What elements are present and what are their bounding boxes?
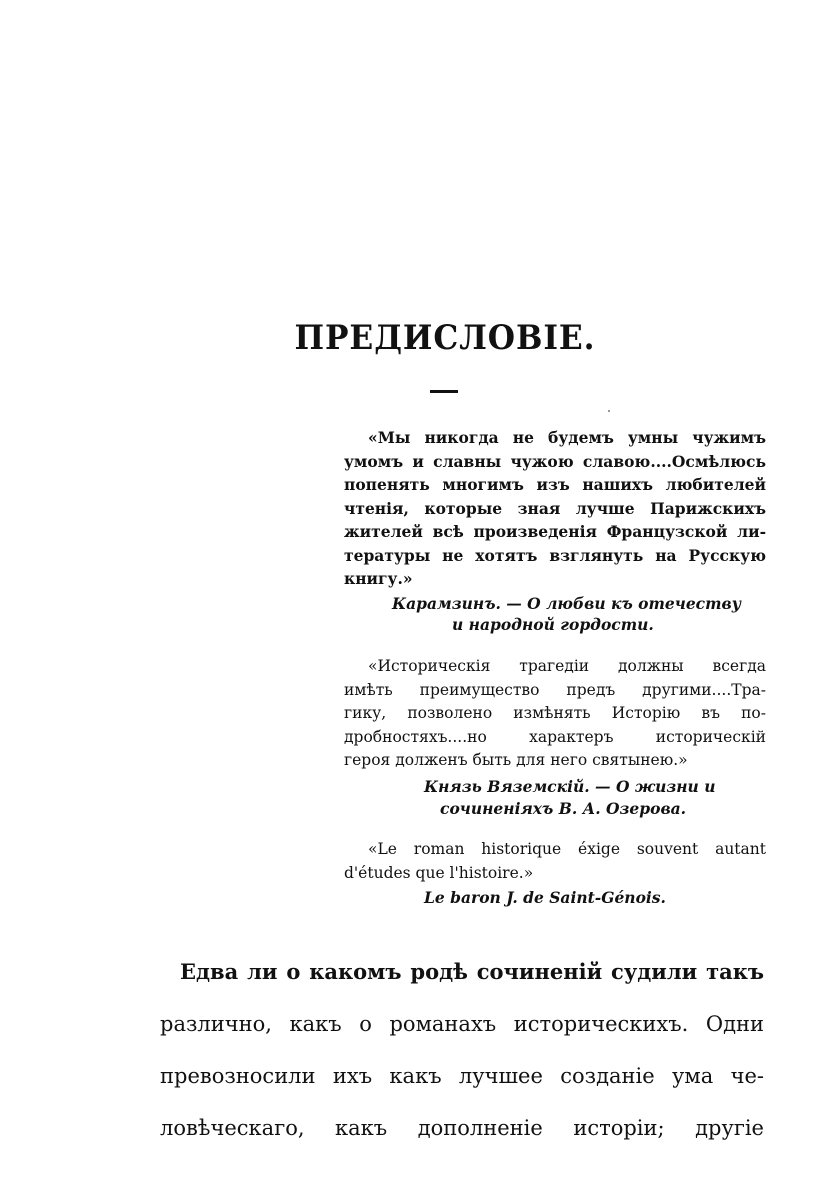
epigraph-attribution: Le baron J. de Saint-Génois. <box>424 888 666 907</box>
epigraph-line: чтенія, которые зная лучше Парижскихъ <box>344 498 766 518</box>
epigraph-vyazemsky <box>344 655 766 773</box>
epigraph-line: тературы не хотятъ взглянуть на Русскую <box>344 545 766 565</box>
epigraph-karamzin <box>344 426 766 591</box>
epigraph-saint-genois <box>344 838 766 885</box>
speck <box>608 410 610 412</box>
epigraph-attribution: Карамзинъ. — О любви къ отечеству <box>392 594 741 613</box>
epigraph-line: дробностяхъ....но характеръ историческій <box>344 727 766 746</box>
body-line: Едва ли о какомъ родѣ сочиненій судили такъ <box>180 959 764 984</box>
epigraph-line: героя долженъ быть для него святынею.» <box>344 751 688 769</box>
epigraph-line: «Историческія трагедіи должны всегда <box>368 657 766 675</box>
epigraph-line: d'études que l'histoire.» <box>344 863 534 882</box>
epigraph-line: «Мы никогда не будемъ умны чужимъ <box>368 428 766 447</box>
page-title: ПРЕДИСЛОВІЕ. <box>294 318 596 358</box>
epigraph-line: гику, позволено измѣнять Исторію въ по- <box>344 704 766 722</box>
epigraph-line: «Le roman historique éxige souvent autant <box>368 840 766 858</box>
body-line: ловѣческаго, какъ дополненіе исторіи; другіе <box>160 1116 764 1140</box>
epigraph-line: попенять многимъ изъ нашихъ любителей <box>344 475 766 494</box>
body-line: превозносили ихъ какъ лучшее созданіе ума че- <box>160 1064 764 1088</box>
epigraph-line: жителей всѣ произведенія Французской ли- <box>344 522 766 541</box>
epigraph-attribution: Князь Вяземскій. — О жизни и <box>424 777 716 796</box>
body-line: различно, какъ о романахъ историческихъ. Одни <box>160 1012 764 1036</box>
epigraph-attribution: и народной гордости. <box>452 615 654 634</box>
epigraph-line: книгу.» <box>344 569 413 588</box>
epigraph-line: имѣть преимущество предъ другими....Тра- <box>344 680 766 699</box>
body-paragraph <box>160 946 764 1154</box>
title-rule <box>430 390 458 393</box>
epigraph-line: умомъ и славны чужою славою....Осмѣлюсь <box>344 451 766 471</box>
epigraph-attribution: сочиненіяхъ В. А. Озерова. <box>440 799 687 818</box>
